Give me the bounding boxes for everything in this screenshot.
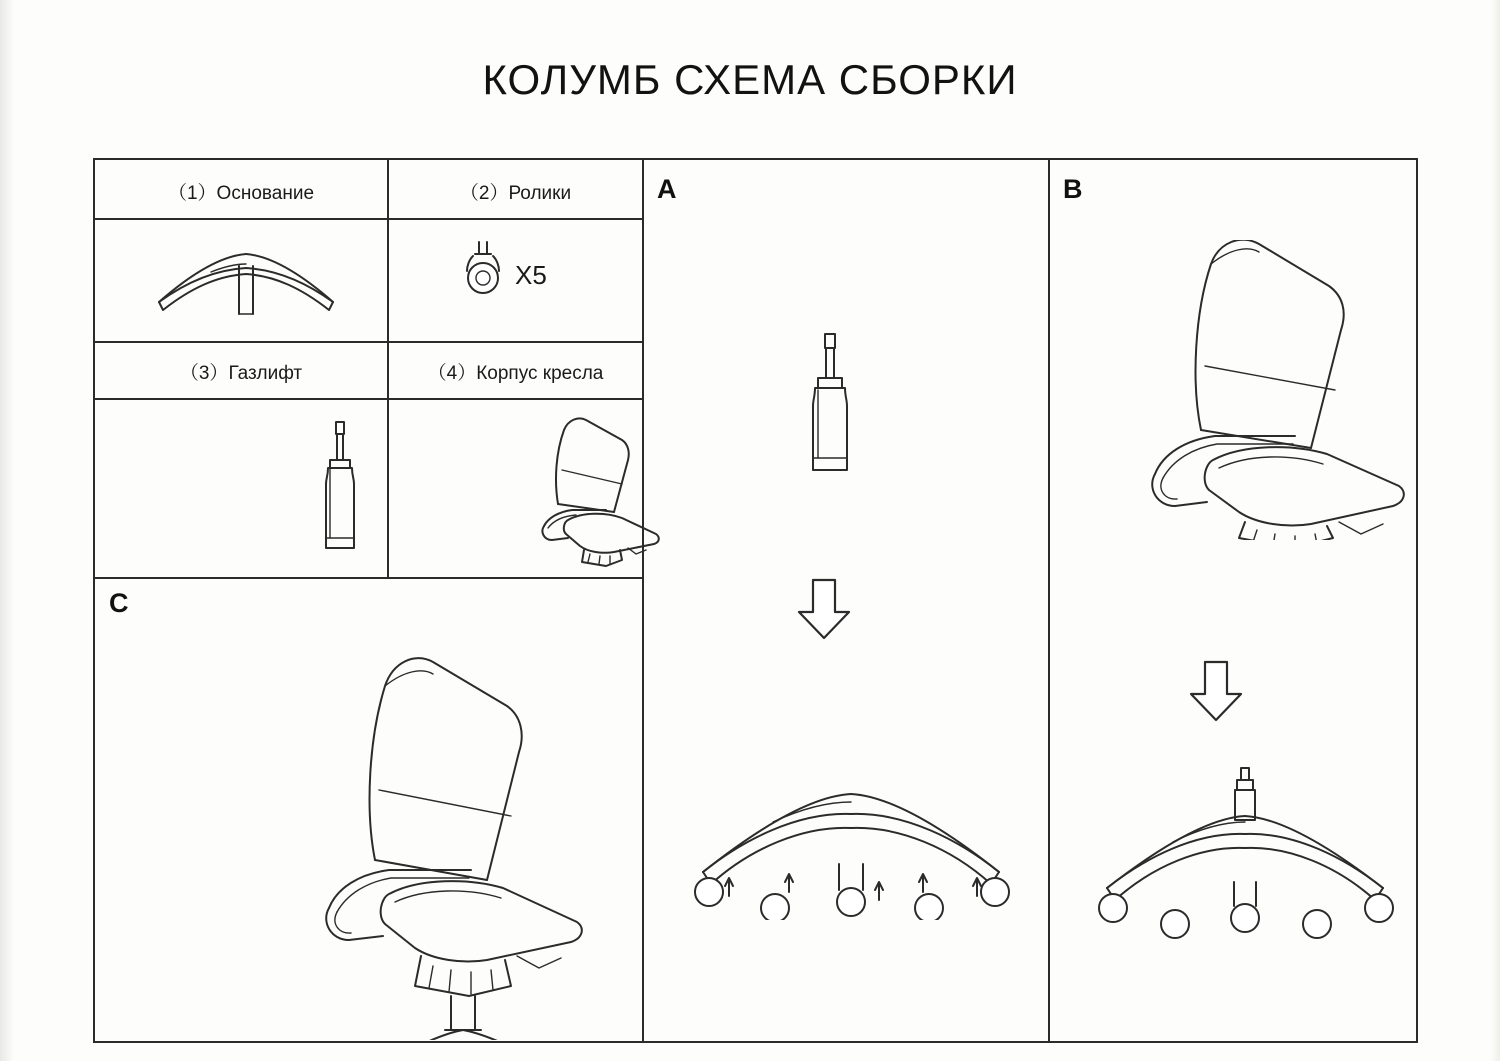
step-a-down-arrow-icon <box>795 578 853 640</box>
part-number-3: （3） <box>179 363 229 384</box>
part-label-3 <box>95 358 387 385</box>
gas-lift-icon <box>300 418 380 558</box>
grid-divider-vertical-1 <box>642 160 644 1041</box>
step-a-base-with-casters-icon <box>693 760 1013 920</box>
grid-divider-vertical-2 <box>1048 160 1050 1041</box>
assembled-chair-icon <box>255 630 615 1040</box>
caster-quantity: X5 <box>515 260 547 290</box>
part-number-1: （1） <box>167 183 217 204</box>
part-name-2: Ролики <box>508 183 572 204</box>
part-name-1: Основание <box>216 183 315 204</box>
part-label-1 <box>95 178 387 205</box>
parts-table-divider-3 <box>95 398 642 400</box>
step-letter-b: B <box>1063 174 1083 204</box>
part-number-4: （4） <box>427 363 477 384</box>
step-b-chair-body-icon <box>1085 240 1415 540</box>
part-name-3: Газлифт <box>228 363 303 384</box>
chair-body-icon <box>510 408 680 573</box>
parts-table-divider-1 <box>95 218 642 220</box>
part-name-4: Корпус кресла <box>476 363 604 384</box>
part-label-2 <box>389 178 642 205</box>
parts-table <box>95 160 642 577</box>
caster-wheel-icon <box>455 238 515 310</box>
step-letter-a: A <box>657 174 677 204</box>
step-a-gas-lift-icon <box>785 330 875 480</box>
part-label-4 <box>389 358 642 385</box>
page-title: КОЛУМБ СХЕМА СБОРКИ <box>482 56 1018 103</box>
part-number-2: （2） <box>459 183 509 204</box>
chair-base-icon <box>151 240 341 330</box>
step-letter-c: C <box>109 588 129 618</box>
parts-table-divider-2 <box>95 341 642 343</box>
assembly-diagram-grid <box>93 158 1418 1043</box>
step-b-base-with-casters-and-gaslift-icon <box>1095 760 1395 940</box>
parts-table-divider-4 <box>95 577 642 579</box>
step-b-down-arrow-icon <box>1187 660 1245 722</box>
